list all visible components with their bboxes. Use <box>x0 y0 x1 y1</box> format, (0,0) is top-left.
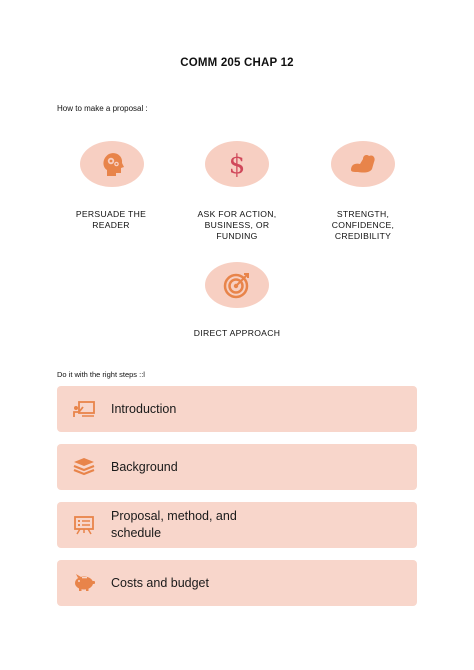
target-icon <box>205 262 269 308</box>
step-card <box>57 502 417 548</box>
stack-icon <box>57 457 111 477</box>
flexed-arm-icon <box>331 141 395 187</box>
step-card <box>57 386 417 432</box>
step-label: Background <box>111 459 178 474</box>
step-label: Proposal, method, and schedule <box>111 509 237 540</box>
svg-text:$: $ <box>228 150 246 179</box>
head-gears-icon <box>80 141 144 187</box>
step-label: Introduction <box>111 401 177 416</box>
presentation-icon <box>57 399 111 419</box>
goal-label: PERSUADE THE READER <box>75 209 147 230</box>
piggy-bank-icon <box>57 573 111 593</box>
dollar-icon <box>205 141 269 187</box>
easel-checklist-icon <box>57 515 111 535</box>
step-card <box>57 444 417 490</box>
steps-intro-text: Do it with the right steps ::l <box>57 370 145 379</box>
page-title: COMM 205 CHAP 12 <box>180 57 294 69</box>
intro-text: How to make a proposal : <box>57 104 148 113</box>
step-card <box>57 560 417 606</box>
goal-label: DIRECT APPROACH <box>193 328 281 338</box>
step-label: Costs and budget <box>111 575 209 590</box>
goal-label: STRENGTH, CONFIDENCE, CREDIBILITY <box>331 209 395 241</box>
goal-label: ASK FOR ACTION, BUSINESS, OR FUNDING <box>197 209 277 241</box>
